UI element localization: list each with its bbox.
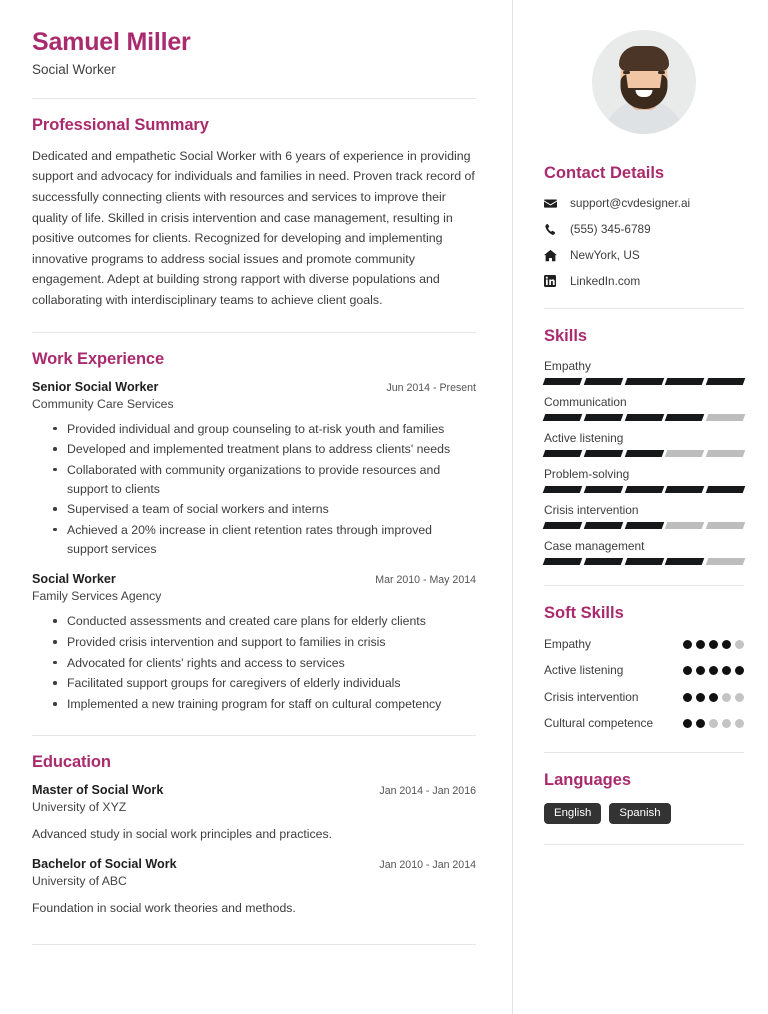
section-professional-summary (32, 116, 476, 311)
skill-bar-segment-filled (624, 414, 663, 421)
soft-skill-name: Cultural competence (544, 715, 654, 730)
education-degree: Bachelor of Social Work (32, 857, 177, 872)
rating-dot-filled (696, 640, 705, 649)
skill-bar-segment-empty (706, 450, 745, 457)
skill-bar-segment-empty (665, 450, 704, 457)
candidate-name: Samuel Miller (32, 28, 191, 56)
soft-skill-rating-dots (683, 693, 744, 702)
skills-list (544, 359, 744, 565)
soft-skill-item (544, 636, 744, 653)
section-heading-skills: Skills (544, 327, 588, 345)
experience-bullet: Achieved a 20% increase in client retention rates through improved support services (53, 521, 476, 558)
experience-bullet-list (32, 612, 476, 713)
skill-bar-segment-filled (706, 378, 745, 385)
skill-name: Problem-solving (544, 467, 630, 481)
soft-skill-item (544, 689, 744, 706)
sidebar-column (512, 0, 768, 1014)
education-date-range: Jan 2014 - Jan 2016 (379, 784, 476, 797)
rating-dot-empty (735, 640, 744, 649)
education-school: University of XYZ (32, 799, 127, 814)
header-block (32, 28, 476, 77)
contact-item[interactable] (544, 196, 744, 210)
rating-dot-filled (683, 640, 692, 649)
skill-bar-segment-filled (584, 450, 623, 457)
rating-dot-filled (683, 666, 692, 675)
rating-dot-empty (722, 719, 731, 728)
skill-level-bar (544, 522, 744, 529)
soft-skill-rating-dots (683, 666, 744, 675)
section-heading-experience: Work Experience (32, 349, 165, 368)
skill-bar-segment-filled (584, 414, 623, 421)
skill-bar-segment-filled (543, 522, 582, 529)
skill-name: Active listening (544, 431, 624, 445)
section-soft-skills (544, 604, 744, 732)
section-heading-contact: Contact Details (544, 164, 665, 182)
summary-text: Dedicated and empathetic Social Worker with 6 years of experience in providing support and advocacy for individuals and families in need. Proven track record of successfully connecting clients with resources and services to improve their quality of life. Skilled in crisis intervention and case management, resulting in positive outcomes for clients. Recognized for developing and implementing innovative programs to address social issues and promote community engagement. Adept at building strong rapport with diverse populations and collaborating with interdisciplinary teams to achieve client goals. (32, 148, 475, 307)
rating-dot-filled (709, 693, 718, 702)
language-chip: English (544, 803, 601, 824)
skill-bar-segment-empty (665, 522, 704, 529)
rating-dot-filled (709, 666, 718, 675)
languages-divider (544, 844, 744, 845)
experience-bullet: Developed and implemented treatment plans to address clients' needs (53, 440, 476, 459)
skill-bar-segment-empty (706, 522, 745, 529)
rating-dot-filled (722, 666, 731, 675)
section-heading-education: Education (32, 752, 111, 771)
skill-name: Case management (544, 539, 645, 553)
skill-bar-segment-filled (624, 378, 663, 385)
rating-dot-filled (722, 640, 731, 649)
experience-divider (32, 735, 476, 736)
summary-divider (32, 332, 476, 333)
rating-dot-empty (722, 693, 731, 702)
education-school: University of ABC (32, 874, 127, 889)
section-education (32, 753, 476, 918)
languages-list (544, 803, 744, 824)
language-chip: Spanish (609, 803, 670, 824)
section-heading-languages: Languages (544, 771, 632, 789)
contact-list (544, 196, 744, 288)
skill-name: Communication (544, 395, 627, 409)
skill-item (544, 359, 744, 385)
header-divider (32, 98, 476, 99)
education-entry (32, 783, 476, 843)
skill-level-bar (544, 558, 744, 565)
experience-bullet: Advocated for clients' rights and access to services (53, 654, 476, 673)
skill-bar-segment-filled (584, 558, 623, 565)
experience-company: Family Services Agency (32, 589, 162, 604)
skill-item (544, 395, 744, 421)
skill-bar-segment-filled (624, 558, 663, 565)
skill-bar-segment-filled (665, 486, 704, 493)
skill-bar-segment-filled (624, 522, 663, 529)
skills-divider (544, 585, 744, 586)
rating-dot-empty (709, 719, 718, 728)
experience-bullet: Conducted assessments and created care plans for elderly clients (53, 612, 476, 631)
skill-bar-segment-filled (584, 378, 623, 385)
experience-job-title: Senior Social Worker (32, 379, 159, 394)
education-entry-header (32, 857, 476, 871)
skill-bar-segment-filled (665, 558, 704, 565)
skill-name: Crisis intervention (544, 503, 639, 517)
skill-level-bar (544, 486, 744, 493)
experience-entry-header (32, 572, 476, 586)
rating-dot-filled (683, 719, 692, 728)
soft-skill-name: Active listening (544, 663, 624, 678)
education-date-range: Jan 2010 - Jan 2014 (379, 859, 476, 872)
section-languages (544, 771, 744, 824)
skill-bar-segment-filled (706, 486, 745, 493)
skill-bar-segment-filled (624, 450, 663, 457)
skill-level-bar (544, 414, 744, 421)
avatar-wrapper (544, 30, 744, 134)
section-work-experience (32, 350, 476, 714)
rating-dot-empty (735, 693, 744, 702)
skill-level-bar (544, 450, 744, 457)
section-heading-soft-skills: Soft Skills (544, 604, 624, 622)
experience-entry-header (32, 380, 476, 394)
education-entry-header (32, 783, 476, 797)
soft-skill-item (544, 715, 744, 732)
experience-bullet: Collaborated with community organizations to provide resources and support to clients (53, 461, 476, 498)
experience-bullet: Provided crisis intervention and support to families in crisis (53, 633, 476, 652)
rating-dot-filled (696, 666, 705, 675)
education-divider (32, 944, 476, 945)
experience-entry (32, 380, 476, 559)
soft-skills-divider (544, 752, 744, 753)
experience-bullet-list (32, 420, 476, 559)
experience-company: Community Care Services (32, 396, 174, 411)
experience-list (32, 380, 476, 714)
avatar (592, 30, 696, 134)
skill-item (544, 431, 744, 457)
envelope-icon (544, 197, 563, 210)
experience-job-title: Social Worker (32, 572, 116, 587)
skill-level-bar (544, 378, 744, 385)
skill-bar-segment-empty (706, 558, 745, 565)
skill-bar-segment-filled (665, 414, 704, 421)
contact-divider (544, 308, 744, 309)
education-entry (32, 857, 476, 917)
contact-value: support@cvdesigner.ai (570, 196, 691, 210)
skill-bar-segment-filled (624, 486, 663, 493)
experience-bullet: Supervised a team of social workers and interns (53, 500, 476, 519)
skill-name: Empathy (544, 359, 591, 373)
skill-bar-segment-filled (584, 486, 623, 493)
skill-bar-segment-filled (543, 450, 582, 457)
home-icon (544, 249, 563, 262)
rating-dot-filled (735, 666, 744, 675)
rating-dot-filled (709, 640, 718, 649)
soft-skills-list (544, 636, 744, 732)
section-contact-details (544, 164, 744, 288)
skill-bar-segment-empty (706, 414, 745, 421)
soft-skill-item (544, 662, 744, 679)
section-skills (544, 327, 744, 565)
education-description: Foundation in social work theories and methods. (32, 901, 296, 916)
experience-bullet: Facilitated support groups for caregivers of elderly individuals (53, 674, 476, 693)
skill-item (544, 539, 744, 565)
rating-dot-empty (735, 719, 744, 728)
skill-bar-segment-filled (543, 486, 582, 493)
avatar-eye-left (623, 71, 630, 74)
soft-skill-name: Crisis intervention (544, 689, 639, 704)
soft-skill-rating-dots (683, 640, 744, 649)
contact-item[interactable] (544, 274, 744, 288)
soft-skill-name: Empathy (544, 637, 591, 651)
avatar-eye-right (658, 71, 665, 74)
section-heading-summary: Professional Summary (32, 115, 209, 134)
rating-dot-filled (683, 693, 692, 702)
skill-bar-segment-filled (543, 414, 582, 421)
education-description: Advanced study in social work principles and practices. (32, 826, 333, 841)
skill-item (544, 467, 744, 493)
experience-bullet: Implemented a new training program for staff on cultural competency (53, 695, 476, 714)
experience-date-range: Mar 2010 - May 2014 (375, 574, 476, 587)
candidate-job-title: Social Worker (32, 61, 116, 77)
linkedin-icon (544, 275, 563, 287)
education-degree: Master of Social Work (32, 782, 164, 797)
education-list (32, 783, 476, 918)
experience-bullet: Provided individual and group counseling to at-risk youth and families (53, 420, 476, 439)
phone-icon (544, 223, 563, 236)
column-divider (512, 0, 513, 1014)
skill-bar-segment-filled (543, 558, 582, 565)
experience-date-range: Jun 2014 - Present (386, 381, 476, 394)
skill-bar-segment-filled (584, 522, 623, 529)
soft-skill-rating-dots (683, 719, 744, 728)
skill-item (544, 503, 744, 529)
skill-bar-segment-filled (665, 378, 704, 385)
skill-bar-segment-filled (543, 378, 582, 385)
rating-dot-filled (696, 719, 705, 728)
contact-value: (555) 345-6789 (570, 222, 651, 236)
rating-dot-filled (696, 693, 705, 702)
contact-item[interactable] (544, 222, 744, 236)
contact-value: NewYork, US (570, 248, 640, 262)
contact-item[interactable] (544, 248, 744, 262)
experience-entry (32, 572, 476, 713)
contact-value: LinkedIn.com (570, 274, 641, 288)
avatar-hair (619, 46, 669, 71)
